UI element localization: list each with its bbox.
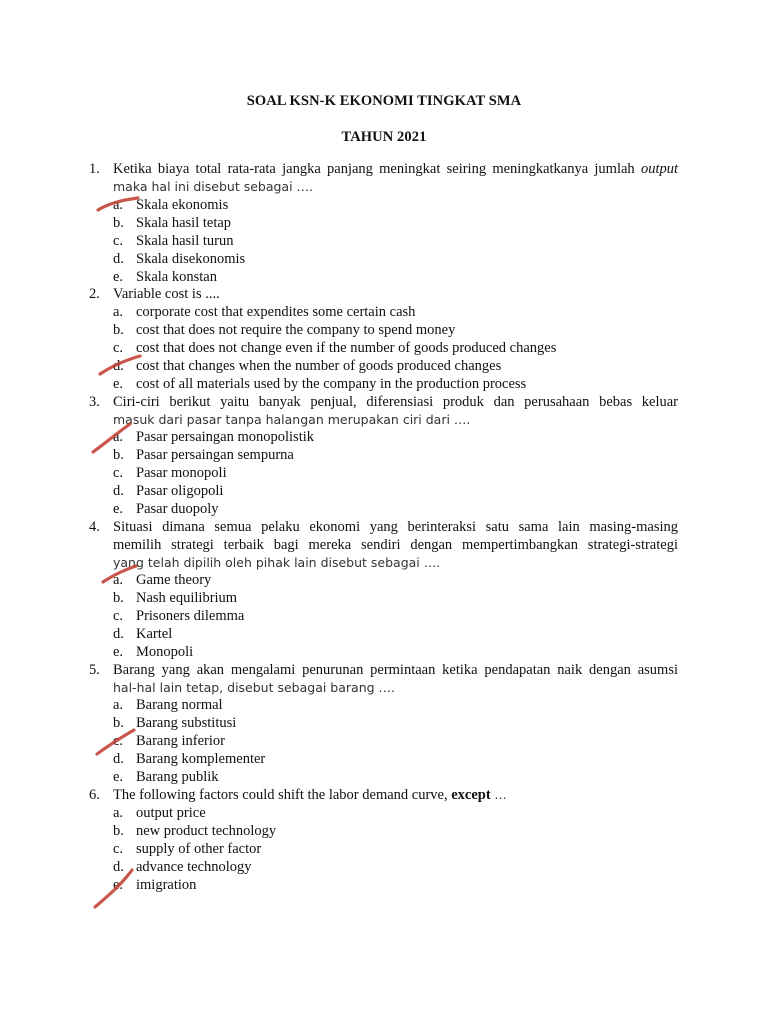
option-text: Pasar oligopoli	[136, 483, 224, 499]
option-text: Pasar persaingan sempurna	[136, 447, 294, 463]
option-text: Prisoners dilemma	[136, 608, 245, 624]
option-text: Barang komplementer	[136, 751, 266, 767]
option-letter: a.	[113, 197, 124, 213]
question-text-line: hal-hal lain tetap, disebut sebagai barang ….	[113, 680, 396, 695]
option-text: Skala konstan	[136, 269, 217, 285]
option-text: corporate cost that expendites some certain cash	[136, 304, 416, 320]
question-number: 6.	[89, 787, 100, 803]
option-letter: a.	[113, 429, 124, 445]
option-letter: b.	[113, 590, 124, 606]
option-letter: e.	[113, 877, 124, 893]
option-text: Pasar duopoly	[136, 501, 219, 517]
option-letter: b.	[113, 322, 124, 338]
question-number: 3.	[89, 394, 100, 410]
option-letter: d.	[113, 751, 124, 767]
option-text: cost of all materials used by the company in the production process	[136, 376, 527, 392]
question-text-line: maka hal ini disebut sebagai ….	[113, 179, 314, 194]
question-number: 2.	[89, 286, 100, 302]
bold-term: except	[451, 787, 491, 803]
option-text: cost that does not change even if the number of goods produced changes	[136, 340, 557, 356]
page-subtitle-year: TAHUN 2021	[341, 129, 427, 145]
option-letter: d.	[113, 251, 124, 267]
option-text: Skala hasil tetap	[136, 215, 232, 231]
option-text: Kartel	[136, 626, 173, 642]
option-letter: c.	[113, 340, 124, 356]
option-letter: c.	[113, 465, 124, 481]
option-letter: a.	[113, 304, 124, 320]
option-letter: b.	[113, 215, 124, 231]
option-letter: b.	[113, 823, 124, 839]
option-text: cost that does not require the company to spend money	[136, 322, 456, 338]
question-text-line: masuk dari pasar tanpa halangan merupakan ciri dari ….	[113, 412, 471, 427]
option-text: imigration	[136, 877, 197, 893]
option-text: Barang substitusi	[136, 715, 237, 731]
option-text: new product technology	[136, 823, 277, 839]
option-text: Barang inferior	[136, 733, 225, 749]
question-text-line: yang telah dipilih oleh pihak lain disebut sebagai ….	[113, 555, 441, 570]
option-letter: b.	[113, 715, 124, 731]
option-text: output price	[136, 805, 206, 821]
option-letter: d.	[113, 626, 124, 642]
question-text-line: Ketika biaya total rata-rata jangka panjang meningkat seiring meningkatkanya jumlah output	[113, 161, 678, 177]
option-letter: d.	[113, 358, 124, 374]
option-letter: c.	[113, 733, 124, 749]
page-title: SOAL KSN-K EKONOMI TINGKAT SMA	[246, 93, 522, 109]
question-number: 5.	[89, 662, 100, 678]
option-letter: d.	[113, 859, 124, 875]
option-letter: e.	[113, 644, 124, 660]
option-letter: b.	[113, 447, 124, 463]
option-text: Pasar persaingan monopolistik	[136, 429, 315, 445]
option-text: cost that changes when the number of goods produced changes	[136, 358, 502, 374]
option-text: Barang normal	[136, 697, 223, 713]
option-text: Skala disekonomis	[136, 251, 246, 267]
option-letter: c.	[113, 233, 124, 249]
question-text-line: memilih strategi terbaik bagi mereka sendiri dengan mempertimbangkan strategi-strategi	[113, 537, 678, 553]
option-letter: d.	[113, 483, 124, 499]
option-text: Monopoli	[136, 644, 194, 660]
option-text: advance technology	[136, 859, 252, 875]
option-letter: e.	[113, 376, 124, 392]
option-letter: e.	[113, 269, 124, 285]
question-text-line: Variable cost is ....	[113, 286, 220, 302]
option-text: Barang publik	[136, 769, 219, 785]
option-text: Skala hasil turun	[136, 233, 234, 249]
question-text-line: Ciri-ciri berikut yaitu banyak penjual, diferensiasi produk dan perusahaan bebas keluar	[113, 394, 678, 410]
question-text-line: Barang yang akan mengalami penurunan permintaan ketika pendapatan naik dengan asumsi	[113, 662, 678, 678]
option-text: Game theory	[136, 572, 212, 588]
option-letter: c.	[113, 841, 124, 857]
question-number: 4.	[89, 519, 100, 535]
option-letter: c.	[113, 608, 124, 624]
option-letter: a.	[113, 697, 124, 713]
option-letter: e.	[113, 501, 124, 517]
italic-term: output	[640, 161, 678, 177]
option-text: Pasar monopoli	[136, 465, 227, 481]
option-letter: a.	[113, 805, 124, 821]
question-number: 1.	[89, 161, 100, 177]
option-text: Skala ekonomis	[136, 197, 229, 213]
option-text: Nash equilibrium	[136, 590, 238, 606]
option-text: supply of other factor	[136, 841, 262, 857]
option-letter: a.	[113, 572, 124, 588]
question-text-line: The following factors could shift the labor demand curve, except …	[113, 787, 507, 803]
question-text-line: Situasi dimana semua pelaku ekonomi yang berinteraksi satu sama lain masing-masing	[113, 519, 678, 535]
option-letter: e.	[113, 769, 124, 785]
